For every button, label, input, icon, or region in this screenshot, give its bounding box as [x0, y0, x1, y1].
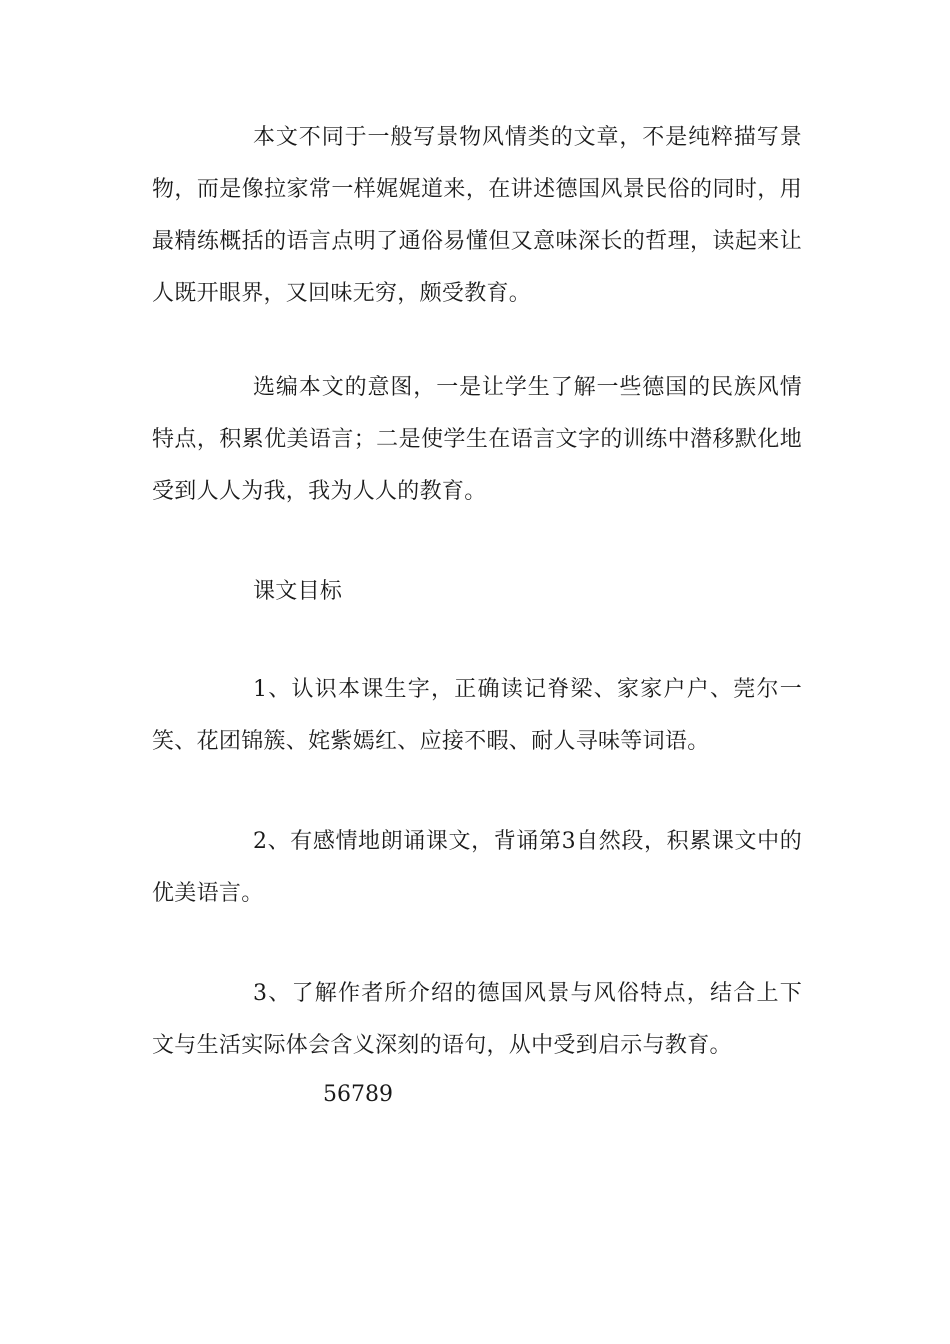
intro-paragraph: 本文不同于一般写景物风情类的文章，不是纯粹描写景物，而是像拉家常一样娓娓道来，在讲述德国风景民俗的同时，用最精练概括的语言点明了通俗易懂但又意味深长的哲理，读起来让人既开眼界，又回味无穷，颇受教育。: [152, 125, 802, 306]
section-heading-objectives: 课文目标: [253, 579, 343, 604]
objective-item-2: 2、有感情地朗诵课文，背诵第3自然段，积累课文中的优美语言。: [152, 829, 802, 906]
footer-number: 56789: [323, 1082, 393, 1107]
purpose-paragraph: 选编本文的意图，一是让学生了解一些德国的民族风情特点，积累优美语言；二是使学生在语言文字的训练中潜移默化地受到人人为我，我为人人的教育。: [152, 375, 802, 504]
objective-item-3: 3、了解作者所介绍的德国风景与风俗特点，结合上下文与生活实际体会含义深刻的语句，从中受到启示与教育。: [152, 981, 802, 1058]
objective-item-1: 1、认识本课生字，正确读记脊梁、家家户户、莞尔一笑、花团锦簇、姹紫嫣红、应接不暇、耐人寻味等词语。: [152, 677, 802, 754]
